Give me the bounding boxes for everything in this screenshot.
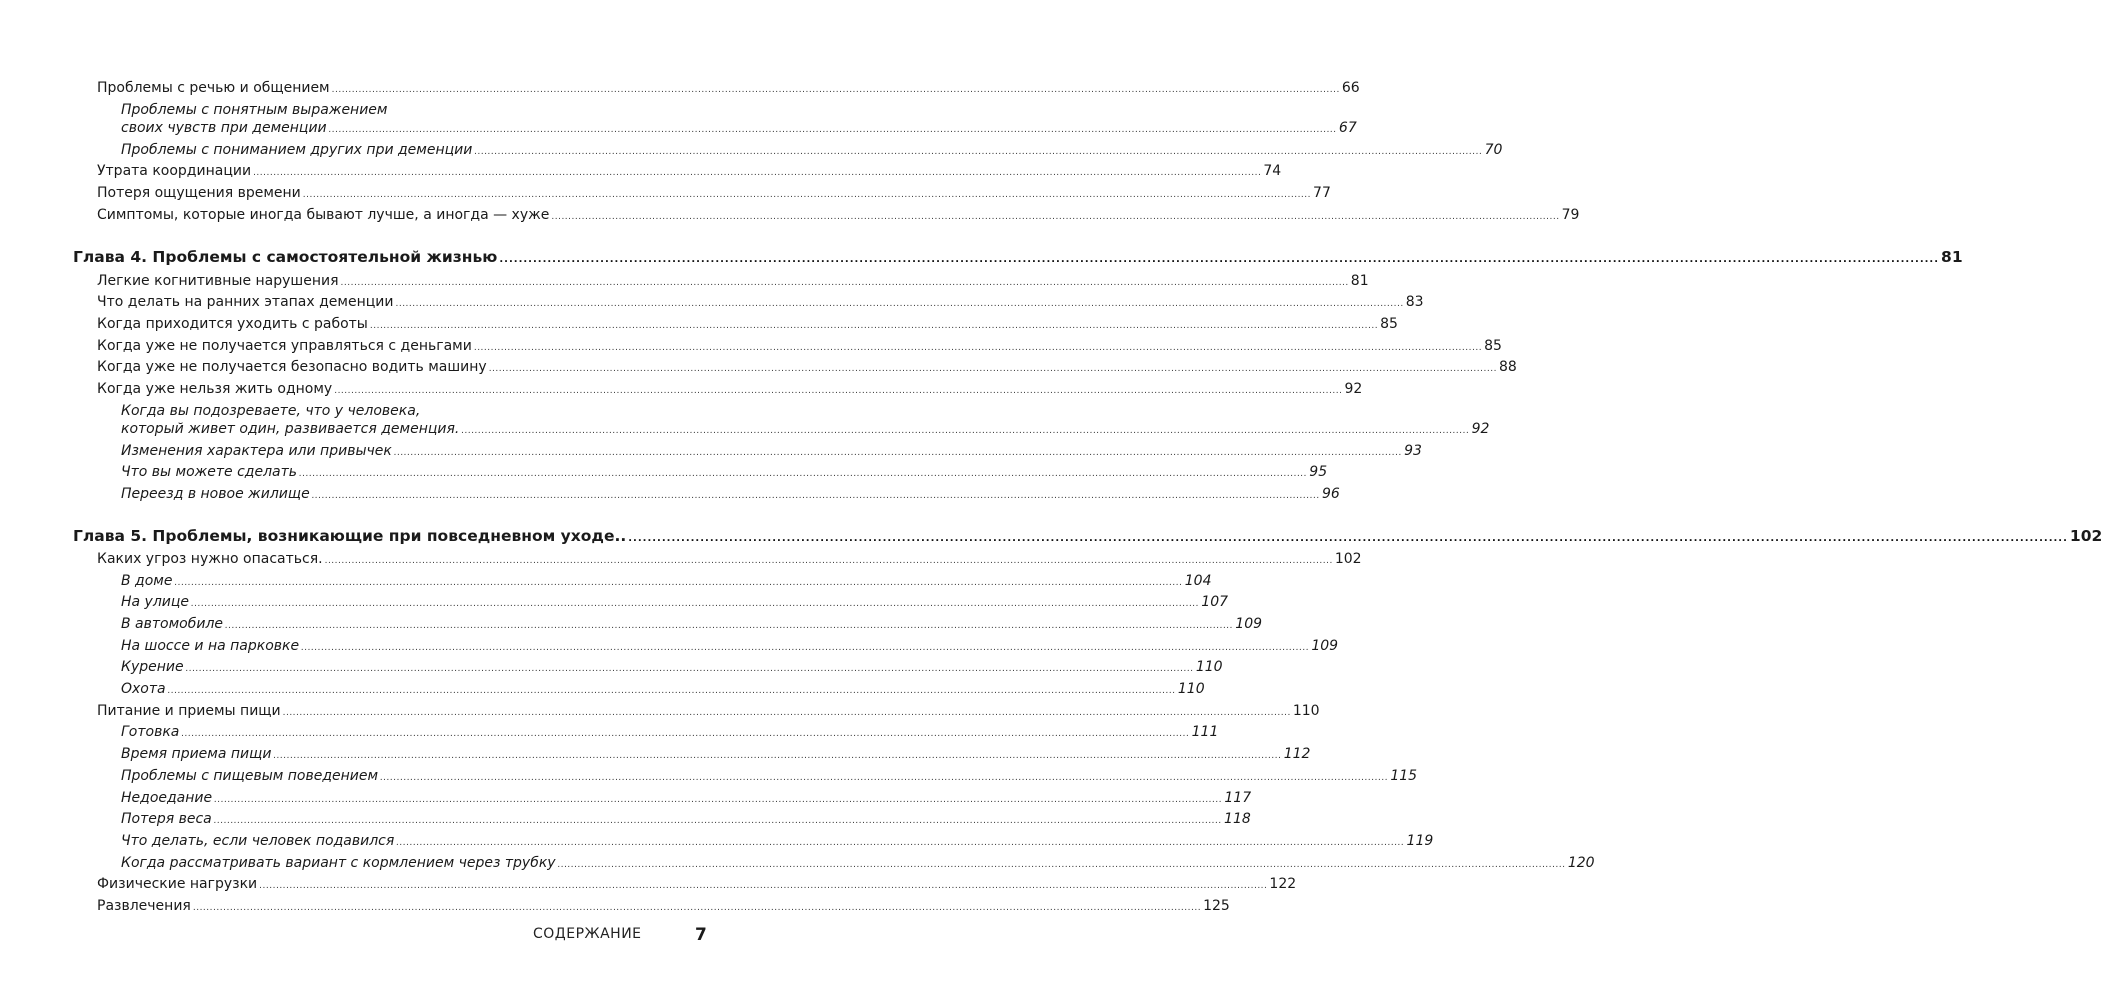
leader-dots: ............................................................................................................................................................................................................................................................................................................: [301, 643, 1310, 653]
toc-entry-page: 120: [1567, 855, 1595, 871]
toc-entry: [121, 854, 1595, 874]
toc-entry: [97, 550, 1362, 570]
toc-entry-title-line1: Проблемы с понятным выражением: [121, 102, 388, 118]
leader-dots: ............................................................................................................................................................................................................................................................................................................: [324, 556, 1333, 566]
toc-entry: [97, 79, 1360, 99]
toc-entry-page: 125: [1203, 898, 1230, 914]
toc-entry: [97, 358, 1517, 378]
toc-entry-page: 92: [1344, 381, 1363, 397]
toc-entry: [121, 767, 1418, 787]
toc-entry-page: 79: [1561, 207, 1580, 223]
leader-dots: ............................................................................................................................................................................................................................................................................................................: [282, 708, 1291, 718]
toc-entry: [121, 420, 1490, 440]
leader-dots: ............................................................................................................................................................................................................................................................................................................: [225, 621, 1234, 631]
leader-dots: ............................................................................................................................................................................................................................................................................................................: [461, 426, 1470, 436]
toc-entry-title: Проблемы с речью и общением: [97, 80, 330, 96]
toc-entry-page: 110: [1177, 681, 1205, 697]
toc-entry-page: 119: [1406, 833, 1434, 849]
toc-entry-title: Симптомы, которые иногда бывают лучше, а иногда — хуже: [97, 207, 550, 223]
toc-entry: [97, 875, 1297, 895]
toc-entry-title: Готовка: [121, 724, 180, 740]
toc-entry-title: Когда уже не получается управляться с деньгами: [97, 338, 472, 354]
page-footer: [0, 926, 800, 946]
toc-entry-title: Потеря ощущения времени: [97, 185, 301, 201]
leader-dots: ............................................................................................................................................................................................................................................................................................................: [273, 751, 1282, 761]
toc-entry: [121, 119, 1357, 139]
toc-entry-title: Охота: [121, 681, 166, 697]
toc-entry-title: Курение: [121, 659, 184, 675]
toc-chapter-page: 102: [2069, 527, 2102, 545]
toc-entry-title: Что делать, если человек подавился: [121, 833, 395, 849]
toc-entry: [121, 615, 1263, 635]
leader-dots: ............................................................................................................................................................................................................................................................................................................: [328, 125, 1337, 135]
toc-entry: [97, 380, 1363, 400]
leader-dots: ............................................................................................................................................................................................................................................................................................................: [499, 254, 1940, 265]
toc-entry-page: 110: [1292, 703, 1320, 719]
toc-entry: [121, 637, 1339, 657]
toc-entry: [97, 162, 1282, 182]
toc-entry: [97, 315, 1398, 335]
leader-dots: ............................................................................................................................................................................................................................................................................................................: [396, 838, 1405, 848]
leader-dots: ............................................................................................................................................................................................................................................................................................................: [311, 491, 1320, 501]
toc-entry: [121, 680, 1205, 700]
toc-entry: [97, 337, 1502, 357]
toc-entry: [121, 723, 1219, 743]
toc-entry-title: В доме: [121, 573, 173, 589]
leader-dots: ............................................................................................................................................................................................................................................................................................................: [253, 168, 1262, 178]
toc-entry: [121, 141, 1503, 161]
toc-entry-title: Утрата координации: [97, 163, 252, 179]
toc-entry-title: Потеря веса: [121, 811, 212, 827]
leader-dots: ............................................................................................................................................................................................................................................................................................................: [488, 364, 1497, 374]
leader-dots: ............................................................................................................................................................................................................................................................................................................: [380, 773, 1389, 783]
toc-entry-page: 93: [1404, 443, 1422, 459]
toc-entry: [121, 442, 1422, 462]
leader-dots: ............................................................................................................................................................................................................................................................................................................: [192, 903, 1202, 913]
leader-dots: ............................................................................................................................................................................................................................................................................................................: [167, 686, 1176, 696]
leader-dots: ............................................................................................................................................................................................................................................................................................................: [334, 386, 1343, 396]
toc-entry-title: Проблемы с пищевым поведением: [121, 768, 379, 784]
toc-entry-page: 88: [1498, 359, 1517, 375]
toc-entry-title: Развлечения: [97, 898, 191, 914]
toc-entry-title: Изменения характера или привычек: [121, 443, 392, 459]
toc-entry: [121, 463, 1328, 483]
leader-dots: ............................................................................................................................................................................................................................................................................................................: [369, 321, 1379, 331]
toc-entry-page: 77: [1313, 185, 1331, 201]
leader-dots: ............................................................................................................................................................................................................................................................................................................: [395, 299, 1404, 309]
toc-entry-title: Что делать на ранних этапах деменции: [97, 294, 394, 310]
toc-entry: [97, 184, 1331, 204]
toc-entry: [121, 810, 1251, 830]
leader-dots: ............................................................................................................................................................................................................................................................................................................: [628, 533, 2068, 544]
leader-dots: ............................................................................................................................................................................................................................................................................................................: [214, 795, 1223, 805]
toc-entry-title: Переезд в новое жилище: [121, 486, 310, 502]
toc-entry-page: 111: [1191, 724, 1219, 740]
toc-entry-title: Когда уже нельзя жить одному: [97, 381, 333, 397]
toc-entry-title: Проблемы с пониманием других при деменции: [121, 142, 473, 158]
toc-entry: [97, 702, 1320, 722]
leader-dots: ............................................................................................................................................................................................................................................................................................................: [299, 469, 1308, 479]
toc-entry-page: 74: [1263, 163, 1282, 179]
toc-entry-page: 83: [1405, 294, 1424, 310]
toc-entry: [121, 572, 1212, 592]
page-number: 7: [695, 925, 707, 945]
toc-entry-title: Питание и приемы пищи: [97, 703, 281, 719]
toc-entry-page: 115: [1390, 768, 1418, 784]
toc-entry-page: 92: [1471, 421, 1490, 437]
toc-entry-page: 85: [1380, 316, 1398, 332]
toc-chapter-title: Глава 4. Проблемы с самостоятельной жизнью: [73, 248, 498, 266]
leader-dots: ............................................................................................................................................................................................................................................................................................................: [557, 860, 1566, 870]
toc-entry-title: В автомобиле: [121, 616, 224, 632]
leader-dots: ............................................................................................................................................................................................................................................................................................................: [259, 881, 1268, 891]
toc-entry-title: Когда рассматривать вариант с кормлением через трубку: [121, 855, 556, 871]
leader-dots: ............................................................................................................................................................................................................................................................................................................: [213, 816, 1223, 826]
toc-entry-title: На улице: [121, 594, 190, 610]
toc-entry-title: Недоедание: [121, 790, 213, 806]
leader-dots: ............................................................................................................................................................................................................................................................................................................: [331, 85, 1340, 95]
toc-entry-title: На шоссе и на парковке: [121, 638, 300, 654]
toc-entry-page: 110: [1195, 659, 1223, 675]
leader-dots: ............................................................................................................................................................................................................................................................................................................: [393, 448, 1403, 458]
leader-dots: ............................................................................................................................................................................................................................................................................................................: [181, 729, 1190, 739]
running-footer-section: СОДЕРЖАНИЕ: [533, 926, 642, 942]
leader-dots: ............................................................................................................................................................................................................................................................................................................: [174, 578, 1183, 588]
toc-entry: [97, 272, 1369, 292]
toc-entry: [121, 485, 1340, 505]
toc-entry-page: 122: [1269, 876, 1297, 892]
leader-dots: ............................................................................................................................................................................................................................................................................................................: [474, 147, 1483, 157]
leader-dots: ............................................................................................................................................................................................................................................................................................................: [191, 599, 1200, 609]
toc-entry: [121, 789, 1252, 809]
toc-entry-title: Когда приходится уходить с работы: [97, 316, 368, 332]
toc-entry-page: 109: [1311, 638, 1339, 654]
toc-entry-title-line1: Когда вы подозреваете, что у человека,: [121, 403, 421, 419]
toc-entry: [121, 832, 1434, 852]
toc-entry-page: 112: [1283, 746, 1311, 762]
toc-entry-page: 104: [1184, 573, 1212, 589]
toc-entry-title: своих чувств при деменции: [121, 120, 327, 136]
toc-entry-page: 107: [1201, 594, 1229, 610]
toc-entry-title: Каких угроз нужно опасаться.: [97, 551, 323, 567]
toc-entry-page: 102: [1334, 551, 1362, 567]
toc-entry-title: Когда уже не получается безопасно водить машину: [97, 359, 487, 375]
toc-entry-page: 85: [1484, 338, 1502, 354]
toc-entry-page: 109: [1235, 616, 1263, 632]
toc-entry-title: Легкие когнитивные нарушения: [97, 273, 339, 289]
toc-chapter-heading: [73, 527, 2102, 548]
toc-entry: [97, 897, 1230, 917]
toc-entry-page: 118: [1224, 811, 1251, 827]
toc-entry-page: 96: [1321, 486, 1340, 502]
toc-entry: [121, 593, 1229, 613]
toc-entry-page: 95: [1309, 464, 1328, 480]
toc-entry-page: 70: [1484, 142, 1503, 158]
leader-dots: ............................................................................................................................................................................................................................................................................................................: [551, 212, 1560, 222]
toc-entry-page: 66: [1341, 80, 1360, 96]
toc-entry-title: Физические нагрузки: [97, 876, 258, 892]
toc-entry-title: Время приема пищи: [121, 746, 272, 762]
toc-entry-page: 81: [1350, 273, 1369, 289]
toc-entry: [97, 206, 1580, 226]
toc-entry-title: который живет один, развивается деменция.: [121, 421, 460, 437]
leader-dots: ............................................................................................................................................................................................................................................................................................................: [302, 190, 1312, 200]
leader-dots: ............................................................................................................................................................................................................................................................................................................: [185, 664, 1194, 674]
toc-entry: [121, 658, 1223, 678]
toc-chapter-heading: [73, 248, 1963, 269]
toc-entry-page: 117: [1224, 790, 1252, 806]
leader-dots: ............................................................................................................................................................................................................................................................................................................: [473, 343, 1483, 353]
leader-dots: ............................................................................................................................................................................................................................................................................................................: [340, 278, 1349, 288]
toc-chapter-title: Глава 5. Проблемы, возникающие при повседневном уходе..: [73, 527, 627, 545]
toc-entry: [97, 293, 1424, 313]
toc-chapter-page: 81: [1941, 248, 1963, 266]
toc-entry-title: Что вы можете сделать: [121, 464, 298, 480]
toc-entry-page: 67: [1338, 120, 1357, 136]
toc-entry: [121, 745, 1311, 765]
